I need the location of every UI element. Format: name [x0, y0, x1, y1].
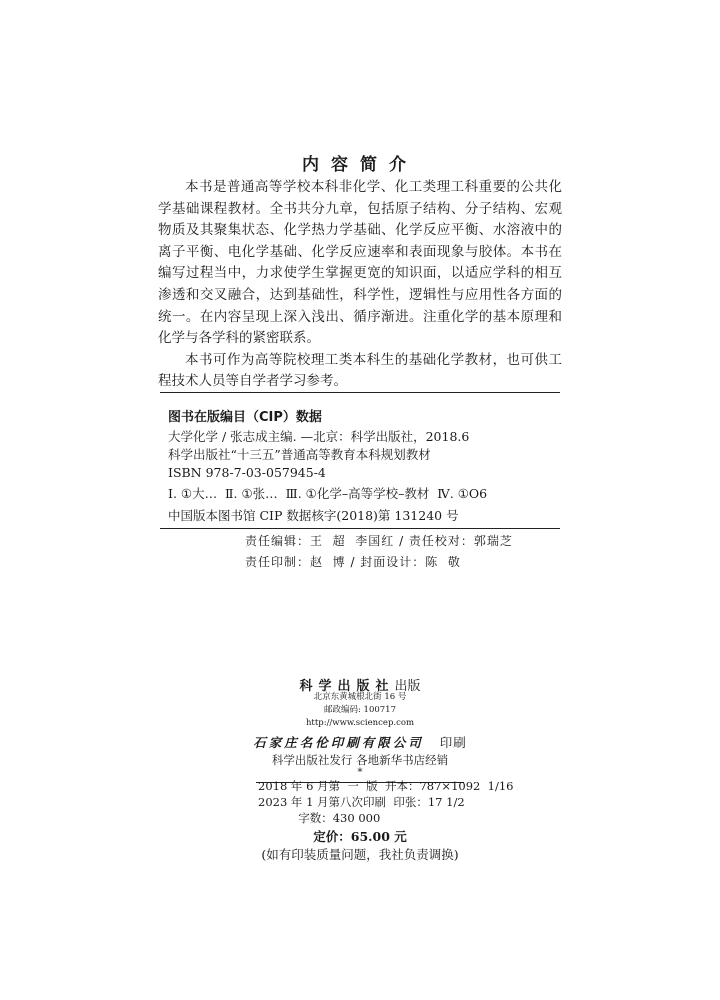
- cip-line: 大学化学 / 张志成主编. —北京：科学出版社，2018.6: [168, 429, 470, 444]
- staff-line-production: 责任印制：赵 博 / 封面设计：陈 敬: [245, 555, 461, 569]
- edition-line: 字数：430 000: [258, 811, 381, 825]
- cip-number: 中国版本图书馆 CIP 数据核字(2018)第 131240 号: [168, 508, 459, 523]
- printer-name: [0, 733, 720, 751]
- cip-line: ISBN 978-7-03-057945-4: [168, 465, 326, 480]
- cip-top-rule: [160, 392, 560, 393]
- distribution-line: 科学出版社发行 各地新华书店经销: [271, 753, 449, 767]
- publisher-logo-text: 科学出版社: [299, 679, 395, 694]
- summary-title: 内容简介: [302, 155, 418, 175]
- publisher-url: http://www.sciencep.com: [305, 718, 415, 728]
- edition-line: 2018 年 6 月第 一 版 开本：787×1092 1/16: [258, 779, 514, 793]
- printer-logo-text: 石家庄名伦印刷有限公司: [253, 735, 424, 750]
- publisher-address: 北京东黄城根北街 16 号: [313, 692, 407, 702]
- printer-suffix: 印刷: [439, 735, 467, 750]
- quality-note: (如有印装质量问题，我社负责调换): [261, 847, 459, 862]
- publisher-suffix: 出版: [394, 679, 421, 694]
- summary-paragraph: 本书是普通高等学校本科非化学、化工类理工科重要的公共化学基础课程教材。全书共分九章，包括原子结构、分子结构、宏观物质及其聚集状态、化学热力学基础、化学反应平衡、水溶液中的离子平衡、电化学基础、化学反应速率和表面现象与胶体。本书在编写过程当中，力求使学生掌握更宽的知识面，以适应学科的相互渗透和交叉融合，达到基础性，科学性，逻辑性与应用性各方面的统一。在内容呈现上深入浅出、循序渐进。注重化学的基本原理和化学与各学科的紧密联系。: [158, 179, 562, 347]
- cip-bottom-rule: [160, 528, 560, 529]
- edition-line: 2023 年 1 月第八次印刷 印张：17 1/2: [258, 795, 465, 809]
- cip-line: 科学出版社“十三五”普通高等教育本科规划教材: [168, 447, 431, 462]
- cip-details: [168, 428, 469, 482]
- price: 定价：65.00 元: [313, 829, 407, 844]
- edition-info: [258, 778, 513, 826]
- cip-classification: Ⅰ. ①大… Ⅱ. ①张… Ⅲ. ①化学–高等学校–教材 Ⅳ. ①O6: [168, 486, 488, 501]
- cip-heading: 图书在版编目（CIP）数据: [168, 410, 322, 425]
- staff-line-editors: 责任编辑：王 超 李国红 / 责任校对：郭瑞芝: [245, 534, 513, 548]
- publisher-postcode: 邮政编码: 100717: [323, 705, 396, 715]
- summary-text: [158, 177, 562, 393]
- separator-asterisk: *: [357, 767, 363, 778]
- summary-paragraph: 本书可作为高等院校理工类本科生的基础化学教材，也可供工程技术人员等自学者学习参考。: [158, 351, 562, 390]
